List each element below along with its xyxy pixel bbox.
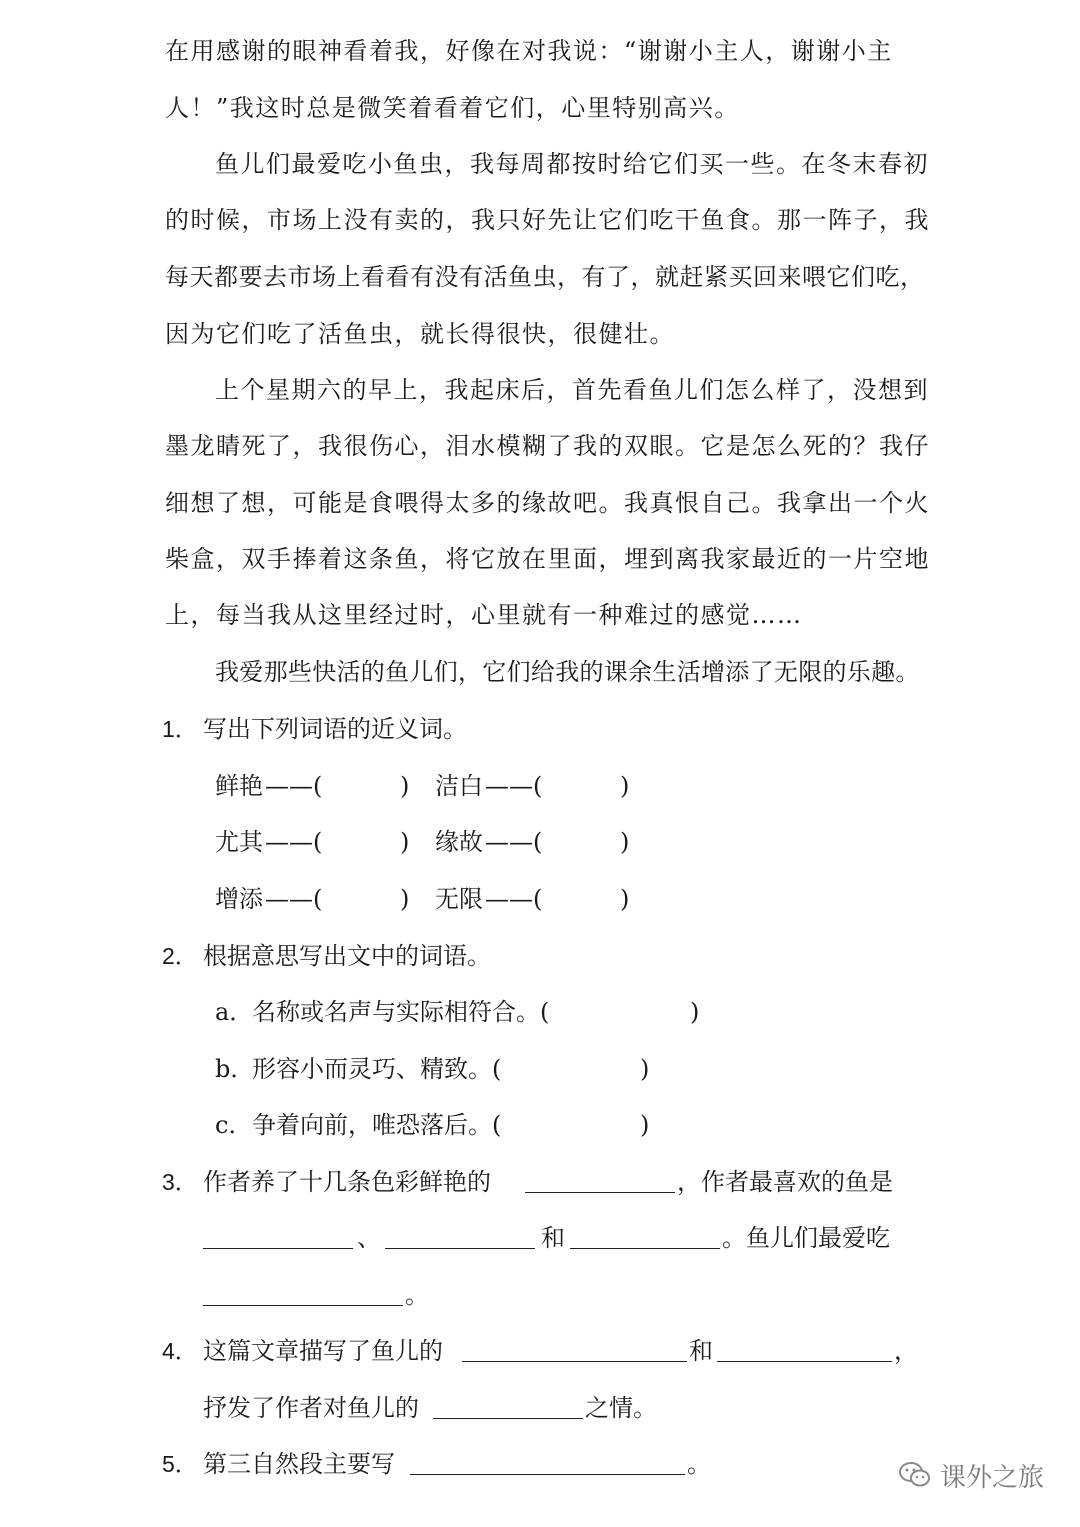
wechat-icon (898, 1460, 932, 1490)
question-text: 之情。 (585, 1394, 657, 1422)
word: 增添 (215, 885, 263, 913)
question-number: 5． (162, 1451, 198, 1477)
answer-blank[interactable] (410, 1450, 685, 1475)
watermark (898, 1455, 1044, 1495)
passage-line: 的时候，市场上没有卖的，我只好先让它们吃干鱼食。那一阵子，我 (165, 206, 930, 234)
item-text: 名称或名声与实际相符合。( (252, 998, 550, 1026)
close-paren: ) (400, 885, 410, 913)
question-text: ，作者最喜欢的鱼是 (677, 1168, 893, 1196)
close-paren: ) (690, 998, 700, 1026)
close-paren: ) (400, 772, 410, 800)
dash-paren: ——( (485, 828, 543, 856)
word: 尤其 (215, 828, 263, 856)
close-paren: ) (620, 828, 630, 856)
answer-blank[interactable] (462, 1337, 687, 1362)
separator: 和 (541, 1224, 565, 1252)
passage-line: 人！”我这时总是微笑着看着它们，心里特别高兴。 (165, 94, 740, 122)
separator: 和 (689, 1337, 713, 1365)
question-text: 作者养了十几条色彩鲜艳的 (203, 1168, 491, 1196)
question-text: 根据意思写出文中的词语。 (203, 942, 491, 970)
question-text: 抒发了作者对鱼儿的 (203, 1394, 419, 1422)
separator: 、 (357, 1224, 381, 1252)
passage-line: 细想了想，可能是食喂得太多的缘故吧。我真恨自己。我拿出一个火 (165, 489, 930, 517)
question-number: 2． (162, 943, 198, 969)
answer-blank[interactable] (203, 1224, 353, 1249)
passage-line: 上个星期六的早上，我起床后，首先看鱼儿们怎么样了，没想到 (215, 376, 929, 404)
word: 无限 (435, 885, 483, 913)
passage-line: 柴盒，双手捧着这条鱼，将它放在里面，埋到离我家最近的一片空地 (165, 545, 930, 573)
passage-line: 鱼儿们最爱吃小鱼虫，我每周都按时给它们买一些。在冬末春初 (215, 150, 929, 178)
close-paren: ) (620, 772, 630, 800)
item-label: a． (215, 998, 254, 1026)
answer-blank[interactable] (570, 1224, 720, 1249)
question-number: 1． (162, 716, 198, 742)
period: 。 (405, 1281, 429, 1309)
word: 洁白 (435, 772, 483, 800)
passage-line: 墨龙睛死了，我很伤心，泪水模糊了我的双眼。它是怎么死的？我仔 (165, 432, 930, 460)
answer-blank[interactable] (203, 1281, 403, 1306)
word: 鲜艳 (215, 772, 263, 800)
question-text: 第三自然段主要写 (203, 1450, 395, 1478)
item-text: 形容小而灵巧、精致。( (252, 1055, 502, 1083)
answer-blank[interactable] (433, 1394, 583, 1419)
word: 缘故 (435, 828, 483, 856)
close-paren: ) (640, 1111, 650, 1139)
dash-paren: ——( (265, 772, 323, 800)
close-paren: ) (620, 885, 630, 913)
answer-blank[interactable] (525, 1168, 675, 1193)
passage-line: 因为它们吃了活鱼虫，就长得很快，很健壮。 (165, 320, 675, 348)
watermark-text: 课外之旅 (940, 1462, 1045, 1493)
question-text: 写出下列词语的近义词。 (203, 715, 467, 743)
answer-blank[interactable] (385, 1224, 535, 1249)
comma: ， (894, 1337, 918, 1365)
dash-paren: ——( (485, 885, 543, 913)
close-paren: ) (640, 1055, 650, 1083)
passage-line: 上，每当我从这里经过时，心里就有一种难过的感觉…… (165, 601, 803, 629)
item-text: 争着向前，唯恐落后。( (252, 1111, 502, 1139)
dash-paren: ——( (265, 828, 323, 856)
passage-line: 我爱那些快活的鱼儿们，它们给我的课余生活增添了无限的乐趣。 (215, 658, 920, 686)
passage-line: 每天都要去市场上看看有没有活鱼虫，有了，就赶紧买回来喂它们吃， (165, 263, 925, 291)
passage-line: 在用感谢的眼神看着我，好像在对我说：“谢谢小主人，谢谢小主 (165, 37, 893, 65)
question-number: 3． (162, 1169, 198, 1195)
question-number: 4． (162, 1338, 198, 1364)
answer-blank[interactable] (717, 1337, 892, 1362)
item-label: b． (215, 1055, 255, 1083)
item-label: c． (215, 1111, 253, 1139)
question-text: 这篇文章描写了鱼儿的 (203, 1337, 443, 1365)
close-paren: ) (400, 828, 410, 856)
period: 。 (687, 1450, 711, 1478)
dash-paren: ——( (265, 885, 323, 913)
question-text: 。鱼儿们最爱吃 (722, 1224, 890, 1252)
dash-paren: ——( (485, 772, 543, 800)
